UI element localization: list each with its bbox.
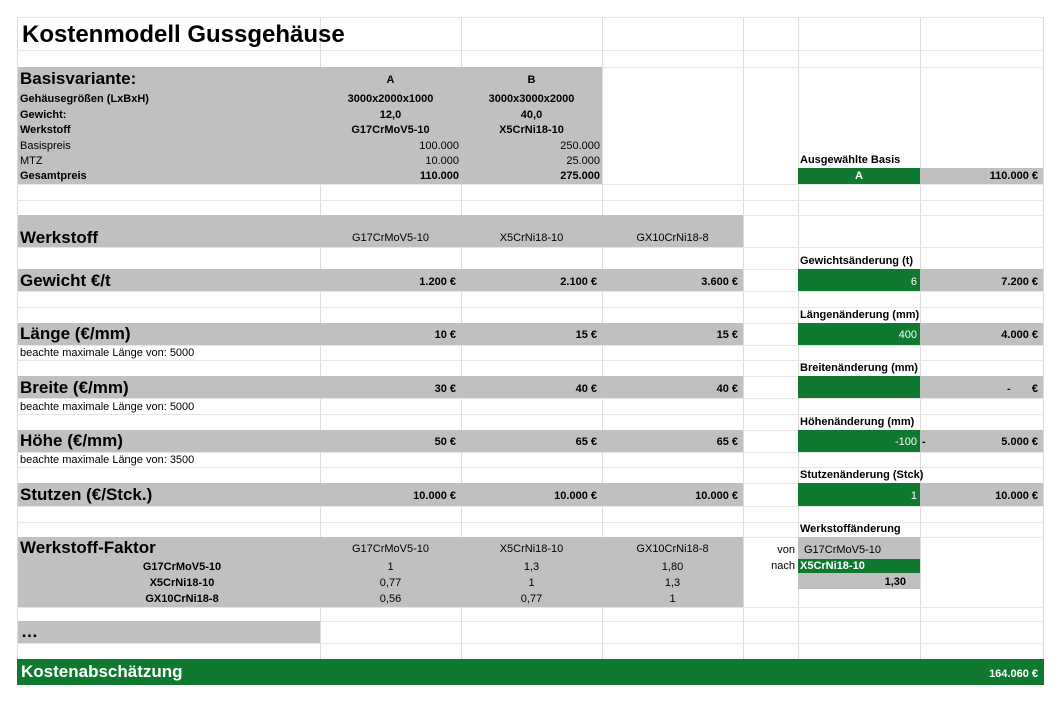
breite-value: 40 €	[575, 383, 597, 395]
breite-label: Breite (€/mm)	[20, 378, 129, 397]
faktor-col: G17CrMoV5-10	[351, 543, 430, 555]
faktor-row-label: GX10CrNi18-8	[145, 593, 219, 605]
ausgewaehlt-label: Ausgewählte Basis	[800, 154, 901, 166]
hoehe-change-input[interactable]: -100	[894, 436, 917, 448]
spreadsheet	[17, 17, 1044, 685]
breite-value: 40 €	[716, 383, 738, 395]
basis-row-label: Gehäusegrößen (LxBxH)	[20, 93, 149, 105]
laenge-note: beachte maximale Länge von: 5000	[20, 347, 195, 359]
hoehe-value: 50 €	[434, 436, 456, 448]
faktor-cell: 1	[528, 577, 535, 589]
basis-row-b: 250.000	[560, 140, 600, 152]
werkstoff-change-label: Werkstoffänderung	[800, 523, 901, 535]
basis-row-b: 275.000	[560, 170, 600, 182]
werkstoff-material: GX10CrNi18-8	[636, 232, 709, 244]
stutzen-value: 10.000 €	[413, 490, 456, 502]
faktor-cell: 1,3	[664, 577, 681, 589]
von-label: von	[777, 544, 795, 556]
faktor-cell: 1,80	[661, 561, 684, 573]
nach-select[interactable]: X5CrNi18-10	[800, 560, 865, 572]
basis-row-label: Basispreis	[20, 140, 71, 152]
stutzen-change-cost: 10.000 €	[995, 490, 1038, 502]
stutzen-change-input[interactable]: 1	[910, 490, 917, 502]
basis-row-a: G17CrMoV5-10	[351, 124, 430, 136]
basis-row-label: Gesamtpreis	[20, 170, 87, 182]
breite-value: 30 €	[434, 383, 456, 395]
faktor-row-label: G17CrMoV5-10	[142, 561, 222, 573]
breite-change-label: Breitenänderung (mm)	[800, 362, 918, 374]
hoehe-change-cost: 5.000 €	[1001, 436, 1038, 448]
faktor-row-label: X5CrNi18-10	[149, 577, 215, 589]
laenge-value: 10 €	[434, 329, 456, 341]
basis-row-b: 40,0	[520, 109, 543, 121]
stutzen-label: Stutzen (€/Stck.)	[20, 485, 153, 504]
stutzen-value: 10.000 €	[554, 490, 597, 502]
faktor-col: GX10CrNi18-8	[636, 543, 709, 555]
gewicht-change-label: Gewichtsänderung (t)	[800, 255, 914, 267]
stutzen-value: 10.000 €	[695, 490, 738, 502]
gewicht-value: 2.100 €	[560, 276, 597, 288]
faktor-cell: 0,77	[520, 593, 543, 605]
basis-col-a: A	[386, 74, 395, 86]
breite-change-cost: €	[1031, 383, 1038, 395]
hoehe-value: 65 €	[575, 436, 597, 448]
summary-label: Kostenabschätzung	[21, 662, 183, 681]
ausgewaehlt-select[interactable]: A	[855, 170, 863, 182]
basis-row-a: 12,0	[379, 109, 402, 121]
nach-label: nach	[771, 560, 795, 572]
basis-row-a: 10.000	[425, 155, 459, 167]
faktor-cell: 0,56	[379, 593, 402, 605]
basis-row-b: 25.000	[566, 155, 600, 167]
gewicht-label: Gewicht €/t	[20, 271, 111, 290]
faktor-cell: 1	[387, 561, 394, 573]
werkstoff-material: X5CrNi18-10	[499, 232, 564, 244]
page-title: Kostenmodell Gussgehäuse	[22, 21, 345, 48]
werkstoff-material: G17CrMoV5-10	[351, 232, 430, 244]
faktor-cell: 1,3	[523, 561, 540, 573]
basis-row-a: 3000x2000x1000	[347, 93, 434, 105]
ellipsis: …	[21, 622, 38, 641]
laenge-change-input[interactable]: 400	[898, 329, 917, 341]
basis-col-b: B	[527, 74, 536, 86]
basis-row-label: MTZ	[20, 155, 43, 167]
summary-value: 164.060 €	[989, 668, 1038, 680]
gewicht-change-input[interactable]: 6	[910, 276, 917, 288]
von-select[interactable]: G17CrMoV5-10	[804, 544, 882, 556]
hoehe-value: 65 €	[716, 436, 738, 448]
laenge-value: 15 €	[716, 329, 738, 341]
faktor-cell: 1	[669, 593, 676, 605]
laenge-value: 15 €	[575, 329, 597, 341]
werkstoff-factor-value: 1,30	[884, 576, 906, 588]
gewicht-value: 1.200 €	[419, 276, 456, 288]
faktor-heading: Werkstoff-Faktor	[20, 538, 156, 557]
basis-row-b: 3000x3000x2000	[488, 93, 575, 105]
basis-row-label: Gewicht:	[20, 109, 67, 121]
laenge-change-label: Längenänderung (mm)	[800, 309, 920, 321]
hoehe-change-sign: -	[922, 436, 926, 448]
breite-note: beachte maximale Länge von: 5000	[20, 401, 195, 413]
breite-change-dash: -	[1007, 383, 1011, 395]
basis-row-a: 100.000	[419, 140, 459, 152]
faktor-cell: 0,77	[379, 577, 402, 589]
stutzen-change-label: Stutzenänderung (Stck)	[800, 469, 924, 481]
faktor-col: X5CrNi18-10	[499, 543, 564, 555]
basis-row-a: 110.000	[419, 170, 459, 182]
hoehe-change-label: Höhenänderung (mm)	[800, 416, 915, 428]
ausgewaehlt-price: 110.000 €	[989, 170, 1038, 182]
werkstoff-heading: Werkstoff	[20, 228, 99, 247]
basis-heading: Basisvariante:	[20, 69, 137, 88]
basis-row-label: Werkstoff	[20, 124, 71, 136]
gewicht-change-cost: 7.200 €	[1001, 276, 1038, 288]
laenge-label: Länge (€/mm)	[20, 324, 131, 343]
laenge-change-cost: 4.000 €	[1001, 329, 1038, 341]
gewicht-value: 3.600 €	[701, 276, 738, 288]
hoehe-label: Höhe (€/mm)	[20, 431, 123, 450]
hoehe-note: beachte maximale Länge von: 3500	[20, 454, 195, 466]
basis-row-b: X5CrNi18-10	[499, 124, 564, 136]
